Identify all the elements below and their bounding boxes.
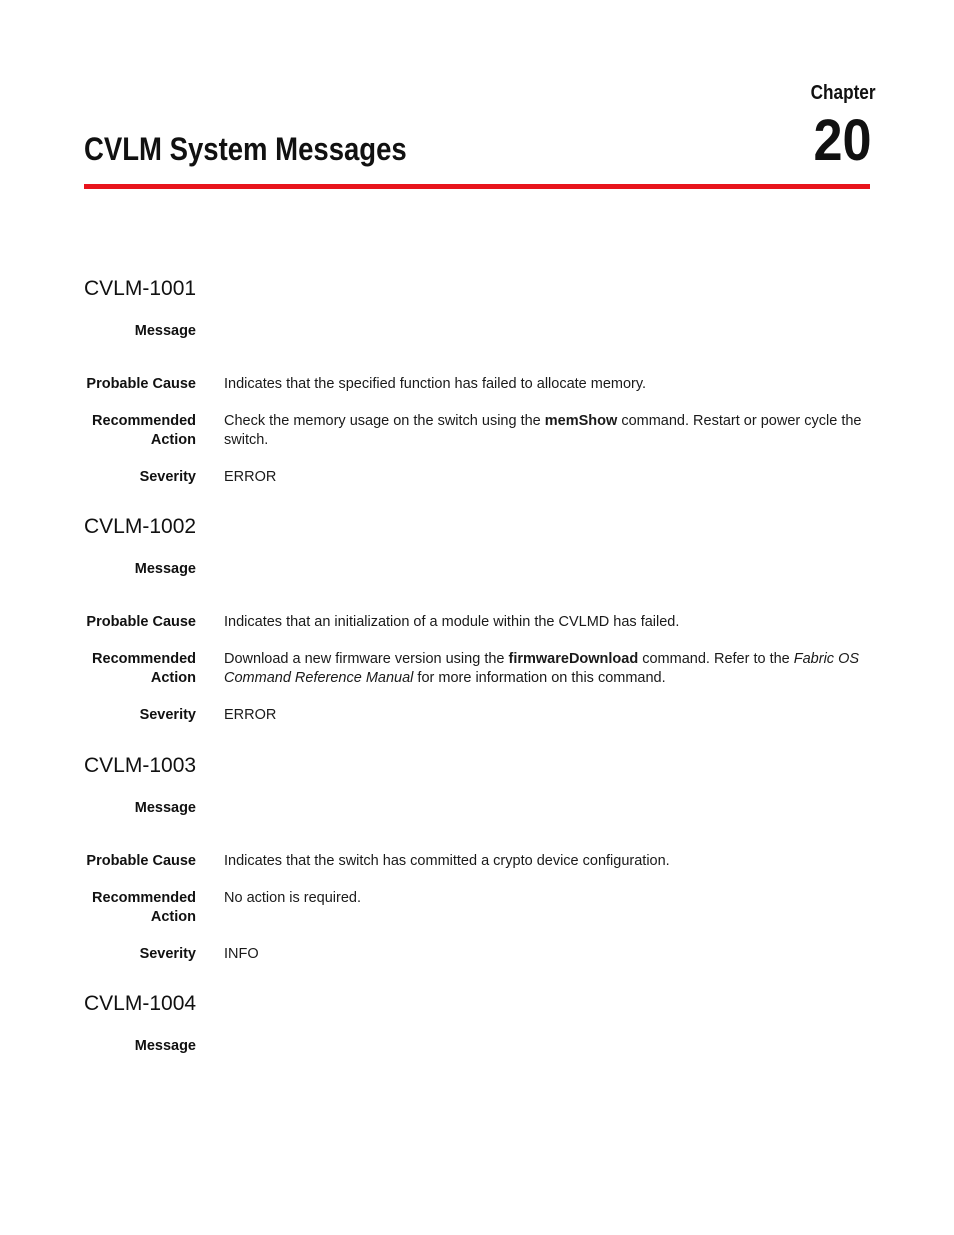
message-label: Message xyxy=(134,1038,196,1054)
message-section-cvlm-1004 xyxy=(84,991,870,1054)
action-text-before: Download a new firmware version using the xyxy=(224,651,509,667)
recommended-label-line1: Recommended xyxy=(92,413,196,429)
chapter-number: 20 xyxy=(813,108,872,173)
message-section-cvlm-1003 xyxy=(84,753,870,962)
recommended-action-text: No action is required. xyxy=(224,890,362,906)
severity-label: Severity xyxy=(139,707,196,723)
message-label: Message xyxy=(134,561,196,577)
message-id: CVLM-1003 xyxy=(84,754,197,777)
recommended-action-label xyxy=(84,889,196,927)
recommended-action-text xyxy=(224,650,870,688)
command-name: memShow xyxy=(544,413,618,429)
recommended-label-line1: Recommended xyxy=(92,890,196,906)
severity-label: Severity xyxy=(139,469,196,485)
severity-label: Severity xyxy=(139,946,196,962)
recommended-action-text xyxy=(224,412,870,450)
recommended-label-line2: Action xyxy=(150,909,196,925)
title-rule xyxy=(84,184,870,189)
message-label: Message xyxy=(134,323,196,339)
manual-title: Fabric OS Command Reference Manual xyxy=(224,651,860,686)
message-section-cvlm-1001 xyxy=(84,276,870,485)
probable-cause-label: Probable Cause xyxy=(86,376,196,392)
recommended-label-line2: Action xyxy=(150,432,196,448)
chapter-label: Chapter xyxy=(811,82,876,104)
message-label: Message xyxy=(134,800,196,816)
severity-value: INFO xyxy=(224,946,259,962)
recommended-label-line2: Action xyxy=(150,670,196,686)
message-section-cvlm-1002 xyxy=(84,514,870,723)
command-name: firmwareDownload xyxy=(508,651,639,667)
message-id: CVLM-1002 xyxy=(84,515,197,538)
probable-cause-text: Indicates that the switch has committed a crypto device configuration. xyxy=(224,853,670,869)
recommended-label-line1: Recommended xyxy=(92,651,196,667)
action-text-after: command. Restart or power cycle the switch. xyxy=(224,413,862,448)
recommended-action-label xyxy=(84,650,196,688)
probable-cause-label: Probable Cause xyxy=(86,853,196,869)
action-text-after: for more information on this command. xyxy=(413,670,666,686)
message-id: CVLM-1004 xyxy=(84,992,197,1015)
severity-value: ERROR xyxy=(224,707,277,723)
recommended-action-label xyxy=(84,412,196,450)
message-id: CVLM-1001 xyxy=(84,277,197,300)
probable-cause-text: Indicates that the specified function has failed to allocate memory. xyxy=(224,376,647,392)
action-text-before: Check the memory usage on the switch using the xyxy=(224,413,545,429)
action-text-middle: command. Refer to the xyxy=(638,651,794,667)
probable-cause-label: Probable Cause xyxy=(86,614,196,630)
severity-value: ERROR xyxy=(224,469,277,485)
chapter-title: CVLM System Messages xyxy=(84,131,407,167)
probable-cause-text: Indicates that an initialization of a module within the CVLMD has failed. xyxy=(224,614,680,630)
